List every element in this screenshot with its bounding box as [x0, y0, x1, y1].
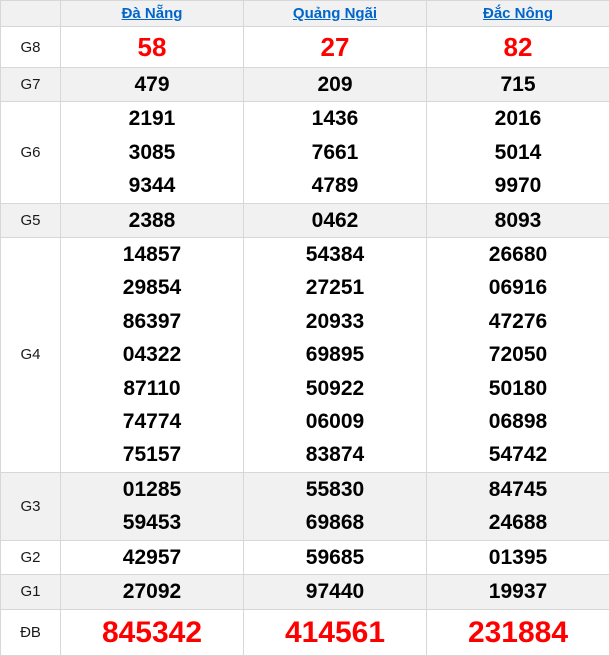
row-label: G8: [1, 27, 61, 68]
prize-number: 87110: [61, 372, 243, 405]
prize-number: 209: [244, 68, 426, 101]
prize-number: 42957: [61, 541, 243, 574]
prize-cell: [427, 609, 609, 655]
prize-row-g8: [1, 27, 609, 68]
row-label: G1: [1, 575, 61, 609]
prize-number: 479: [61, 68, 243, 101]
prize-cell: [244, 203, 427, 237]
prize-cell: [427, 472, 609, 540]
prize-number: 2388: [61, 204, 243, 237]
prize-number: 97440: [244, 575, 426, 608]
prize-number: 55830: [244, 473, 426, 506]
prize-cell: [61, 203, 244, 237]
prize-cell: [427, 27, 609, 68]
prize-cell: [244, 575, 427, 609]
prize-row-g5: [1, 203, 609, 237]
prize-cell: [427, 575, 609, 609]
prize-number: 04322: [61, 338, 243, 371]
row-label: G3: [1, 472, 61, 540]
prize-number: 7661: [244, 136, 426, 169]
prize-cell: [427, 238, 609, 473]
prize-number: 06916: [427, 271, 609, 304]
prize-cell: [61, 609, 244, 655]
prize-number: 845342: [61, 610, 243, 655]
prize-cell: [244, 102, 427, 203]
prize-number: 27251: [244, 271, 426, 304]
prize-cell: [244, 540, 427, 574]
province-link[interactable]: Quảng Ngãi: [293, 5, 377, 22]
row-label: G5: [1, 203, 61, 237]
prize-row-g6: [1, 102, 609, 203]
prize-number: 01395: [427, 541, 609, 574]
prize-number: 84745: [427, 473, 609, 506]
prize-number: 1436: [244, 102, 426, 135]
header-cell: [427, 1, 609, 27]
prize-number: 715: [427, 68, 609, 101]
prize-cell: [427, 68, 609, 102]
prize-number: 4789: [244, 169, 426, 202]
prize-number: 47276: [427, 305, 609, 338]
header-cell: [244, 1, 427, 27]
prize-number: 50180: [427, 372, 609, 405]
row-label: G6: [1, 102, 61, 203]
row-label: G4: [1, 238, 61, 473]
header-row: [1, 1, 609, 27]
prize-row-g7: [1, 68, 609, 102]
prize-number: 5014: [427, 136, 609, 169]
prize-number: 9970: [427, 169, 609, 202]
results-body: [1, 27, 609, 656]
prize-number: 231884: [427, 610, 609, 655]
province-link[interactable]: Đà Nẵng: [122, 5, 183, 22]
prize-cell: [427, 102, 609, 203]
prize-number: 83874: [244, 438, 426, 471]
prize-number: 8093: [427, 204, 609, 237]
prize-cell: [427, 203, 609, 237]
prize-number: 74774: [61, 405, 243, 438]
prize-number: 06898: [427, 405, 609, 438]
prize-number: 27: [244, 27, 426, 67]
province-link[interactable]: Đắc Nông: [483, 5, 553, 22]
prize-number: 14857: [61, 238, 243, 271]
prize-number: 69895: [244, 338, 426, 371]
prize-number: 3085: [61, 136, 243, 169]
prize-cell: [61, 68, 244, 102]
prize-number: 26680: [427, 238, 609, 271]
prize-cell: [61, 575, 244, 609]
header-cell: [61, 1, 244, 27]
prize-number: 54384: [244, 238, 426, 271]
prize-number: 0462: [244, 204, 426, 237]
prize-number: 01285: [61, 473, 243, 506]
prize-number: 75157: [61, 438, 243, 471]
prize-number: 414561: [244, 610, 426, 655]
prize-number: 20933: [244, 305, 426, 338]
prize-number: 27092: [61, 575, 243, 608]
prize-number: 86397: [61, 305, 243, 338]
prize-cell: [61, 102, 244, 203]
prize-number: 69868: [244, 506, 426, 539]
prize-cell: [244, 238, 427, 473]
row-label: G7: [1, 68, 61, 102]
prize-number: 72050: [427, 338, 609, 371]
prize-cell: [61, 27, 244, 68]
prize-cell: [61, 472, 244, 540]
prize-number: 54742: [427, 438, 609, 471]
prize-number: 82: [427, 27, 609, 67]
prize-number: 06009: [244, 405, 426, 438]
prize-cell: [244, 472, 427, 540]
row-label: G2: [1, 540, 61, 574]
prize-number: 2016: [427, 102, 609, 135]
prize-row-g3: [1, 472, 609, 540]
prize-row-g2: [1, 540, 609, 574]
prize-number: 24688: [427, 506, 609, 539]
prize-number: 50922: [244, 372, 426, 405]
prize-number: 59685: [244, 541, 426, 574]
prize-number: 58: [61, 27, 243, 67]
prize-row-g4: [1, 238, 609, 473]
prize-cell: [244, 609, 427, 655]
corner-cell: [1, 1, 61, 27]
prize-row-g1: [1, 575, 609, 609]
prize-cell: [244, 27, 427, 68]
prize-cell: [244, 68, 427, 102]
prize-cell: [61, 238, 244, 473]
prize-row-db: [1, 609, 609, 655]
row-label: ĐB: [1, 609, 61, 655]
prize-number: 2191: [61, 102, 243, 135]
prize-number: 9344: [61, 169, 243, 202]
prize-number: 19937: [427, 575, 609, 608]
prize-number: 29854: [61, 271, 243, 304]
prize-number: 59453: [61, 506, 243, 539]
prize-cell: [61, 540, 244, 574]
prize-cell: [427, 540, 609, 574]
